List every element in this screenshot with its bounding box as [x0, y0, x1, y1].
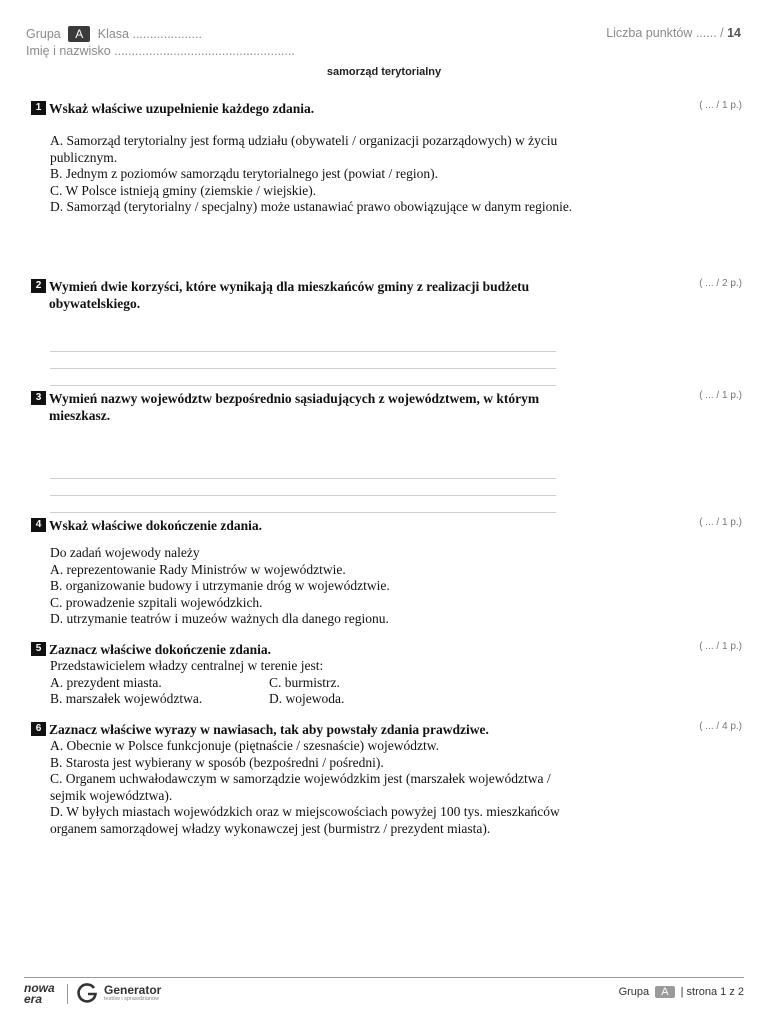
answer-line[interactable] [50, 368, 556, 369]
task-question: Wymień dwie korzyści, które wynikają dla mieszkańców gminy z realizacji budżetu obywatelskiego. [49, 279, 530, 311]
task-5 [31, 641, 742, 708]
task-6 [31, 721, 742, 837]
task-question: Zaznacz właściwe dokończenie zdania. [49, 642, 271, 657]
task-number: 4 [31, 518, 46, 532]
answer-option: B. marszałek województwa. [50, 691, 203, 706]
group-label: Grupa [26, 27, 61, 41]
logo-line: era [24, 992, 43, 1006]
task-1 [31, 100, 742, 216]
answer-line[interactable] [50, 385, 556, 386]
answer-option: A. prezydent miasta. [50, 674, 162, 690]
task-2 [31, 278, 742, 312]
generator-brand: Generator [104, 983, 162, 997]
points-total: 14 [727, 26, 741, 40]
task-question: Zaznacz właściwe wyrazy w nawiasach, tak aby powstały zdania prawdziwe. [49, 722, 489, 737]
answer-option: A. reprezentowanie Rady Ministrów w województwie. [50, 561, 346, 577]
answer-option: A. Obecnie w Polsce funkcjonuje (piętnaście / szesnaście) województw. [50, 738, 439, 753]
header-group-row [26, 26, 202, 42]
task-number: 2 [31, 279, 46, 293]
task-3 [31, 390, 742, 424]
task-number: 5 [31, 642, 46, 656]
generator-subtitle: testów i sprawdzianów [104, 996, 160, 1002]
answer-line[interactable] [50, 351, 556, 352]
answer-option: D. Samorząd (terytorialny / specjalny) może ustanawiać prawo obowiązujące w danym regionie. [50, 199, 573, 214]
answer-option: C. prowadzenie szpitali wojewódzkich. [50, 594, 263, 610]
answer-option: D. wojewoda. [269, 691, 345, 706]
page-title: samorząd terytorialny [326, 66, 442, 78]
answer-option: C. Organem uchwałodawczym w samorządzie wojewódzkim jest (marszałek województwa / sejmik województwa). [50, 771, 551, 803]
answer-option: C. burmistrz. [269, 674, 340, 690]
footer-group-badge: A [655, 986, 674, 998]
answer-option: B. organizowanie budowy i utrzymanie dróg w województwie. [50, 578, 390, 593]
logo-separator [67, 984, 68, 1004]
answer-option: C. W Polsce istnieją gminy (ziemskie / wiejskie). [50, 182, 317, 198]
footer-page-info [619, 986, 744, 998]
answer-option: A. Samorząd terytorialny jest formą udziału (obywateli / organizacji pozarządowych) w życiu publicznym. [50, 133, 558, 165]
task-question: Wskaż właściwe dokończenie zdania. [49, 518, 263, 533]
answer-line[interactable] [50, 512, 556, 513]
task-intro: Przedstawicielem władzy centralnej w terenie jest: [50, 658, 324, 673]
points-summary [606, 26, 741, 40]
footer-divider [24, 977, 744, 978]
task-number: 3 [31, 391, 46, 405]
task-question: Wymień nazwy województw bezpośrednio sąsiadujących z województwem, w którym mieszkasz. [49, 391, 540, 423]
task-points: ( ... / 1 p.) [699, 390, 742, 401]
generator-logo-icon [76, 982, 98, 1004]
task-points: ( ... / 1 p.) [699, 641, 742, 652]
logo-line: nowa [24, 981, 55, 995]
task-intro: Do zadań wojewody należy [50, 545, 200, 560]
footer-group-label: Grupa [618, 986, 650, 998]
task-points: ( ... / 2 p.) [699, 278, 742, 289]
group-badge: A [68, 26, 90, 42]
answer-line[interactable] [50, 478, 556, 479]
class-field: Klasa .................... [97, 27, 202, 41]
task-number: 6 [31, 722, 46, 736]
answer-option: B. Jednym z poziomów samorządu terytorialnego jest (powiat / region). [50, 166, 439, 181]
name-field: Imię i nazwisko .................................................... [26, 44, 295, 58]
task-number: 1 [31, 101, 46, 115]
page-number: | strona 1 z 2 [680, 986, 744, 998]
answer-option: B. Starosta jest wybierany w sposób (bezpośredni / pośredni). [50, 754, 384, 770]
task-points: ( ... / 1 p.) [699, 517, 742, 528]
task-4 [31, 517, 742, 628]
task-question: Wskaż właściwe uzupełnienie każdego zdania. [49, 101, 315, 116]
task-points: ( ... / 4 p.) [699, 721, 742, 732]
answer-line[interactable] [50, 495, 556, 496]
points-label: Liczba punktów ...... / [606, 26, 724, 40]
answer-option: D. utrzymanie teatrów i muzeów ważnych dla danego regionu. [50, 611, 389, 626]
task-points: ( ... / 1 p.) [699, 100, 742, 111]
answer-option: D. W byłych miastach wojewódzkich oraz w miejscowościach powyżej 100 tys. mieszkańców organem samorządowej władzy wykonawczej jest (burmistrz / prezydent miasta). [50, 804, 560, 836]
nowa-era-logo [24, 983, 55, 1005]
